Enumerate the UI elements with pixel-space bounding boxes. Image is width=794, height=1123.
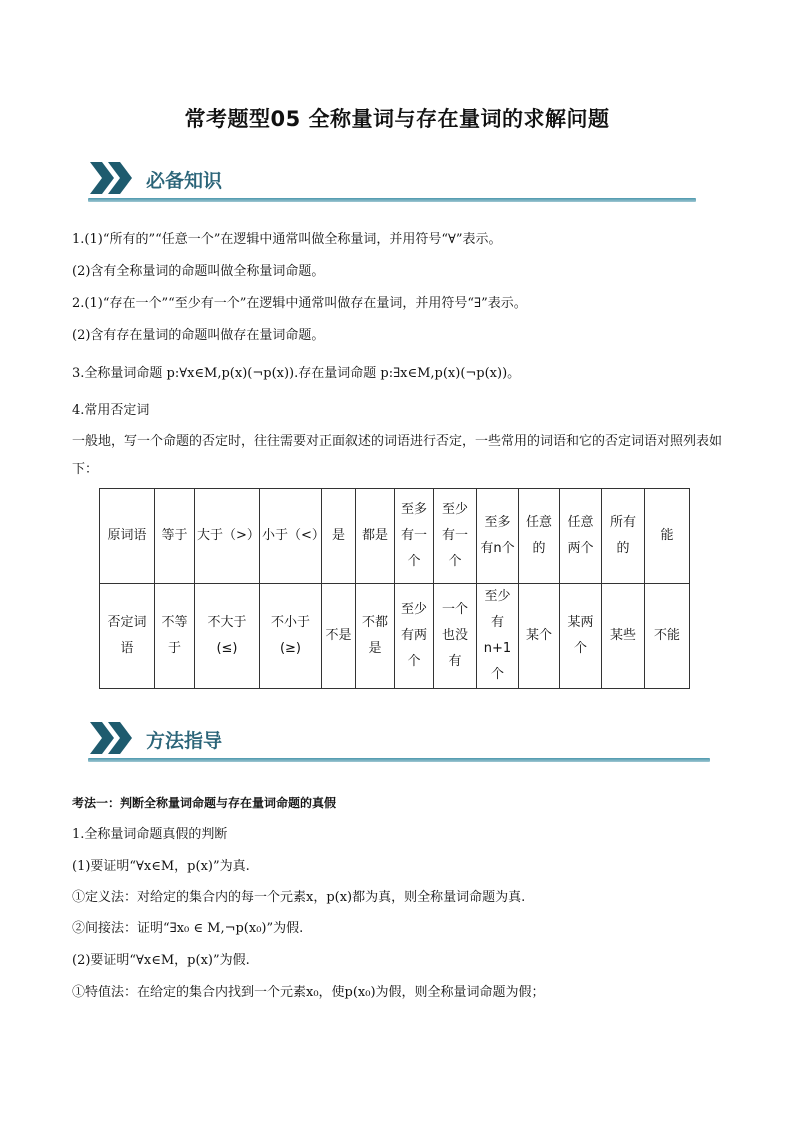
paragraph: 一般地，写一个命题的否定时，往往需要对正面叙述的词语进行否定，一些常用的词语和它的否定词语对照列表如下： <box>72 434 723 477</box>
text-line: (2)含有全称量词的命题叫做全称量词命题。 <box>72 264 325 279</box>
table-cell: 至少有n+1个 <box>477 584 519 689</box>
table-cell: 至多有n个 <box>477 489 519 584</box>
text-line: 1.(1)“所有的”“任意一个”在逻辑中通常叫做全称量词，并用符号“∀”表示。 <box>72 232 502 247</box>
table-cell: 某两个 <box>560 584 602 689</box>
table-cell: 任意的 <box>519 489 560 584</box>
table-cell: 小于（<） <box>260 489 322 584</box>
text-line: ①特值法：在给定的集合内找到一个元素x₀，使p(x₀)为假，则全称量词命题为假； <box>72 985 545 1000</box>
double-chevron-icon <box>88 158 134 198</box>
table-cell: 原词语 <box>100 489 155 584</box>
table-cell: 不大于(≤) <box>195 584 260 689</box>
section-title: 必备知识 <box>146 170 223 192</box>
section-banner-method <box>88 718 710 764</box>
text-line: ②间接法：证明“∃x₀ ∈ M,¬p(x₀)”为假. <box>72 921 304 936</box>
section-title: 方法指导 <box>146 730 223 752</box>
section-underline <box>88 198 696 202</box>
text-line: (2)要证明“∀x∈M，p(x)”为假. <box>72 953 250 968</box>
table-cell: 不都是 <box>356 584 395 689</box>
table-cell: 某个 <box>519 584 560 689</box>
table-cell: 至多有一个 <box>395 489 434 584</box>
section-banner-knowledge <box>88 158 696 204</box>
table-cell: 不等于 <box>155 584 195 689</box>
table-cell: 至少有一个 <box>434 489 477 584</box>
table-cell: 一个也没有 <box>434 584 477 689</box>
section-underline <box>88 758 710 762</box>
table-cell: 等于 <box>155 489 195 584</box>
text-line: 1.全称量词命题真假的判断 <box>72 827 228 842</box>
double-chevron-icon <box>88 718 134 758</box>
table-row <box>100 489 690 584</box>
text-line: 2.(1)“存在一个”“至少有一个”在逻辑中通常叫做存在量词，并用符号“∃”表示。 <box>72 296 527 311</box>
table-cell: 不是 <box>322 584 356 689</box>
text-line: (2)含有存在量词的命题叫做存在量词命题。 <box>72 328 325 343</box>
table-cell: 不能 <box>645 584 690 689</box>
table-cell: 都是 <box>356 489 395 584</box>
table-cell: 大于（>） <box>195 489 260 584</box>
method-heading: 考法一：判断全称量词命题与存在量词命题的真假 <box>72 796 337 810</box>
text-line: 4.常用否定词 <box>72 403 150 418</box>
table-cell: 任意两个 <box>560 489 602 584</box>
text-line: 3.全称量词命题 p:∀x∈M,p(x)(¬p(x)).存在量词命题 p:∃x∈M,p(x)(¬p(x))。 <box>72 366 521 381</box>
table-cell: 至少有两个 <box>395 584 434 689</box>
text-line: (1)要证明“∀x∈M，p(x)”为真. <box>72 859 250 874</box>
table-cell: 否定词语 <box>100 584 155 689</box>
table-row <box>100 584 690 689</box>
table-cell: 所有的 <box>602 489 645 584</box>
negation-table <box>99 488 690 689</box>
page-title: 常考题型05 全称量词与存在量词的求解问题 <box>184 107 610 131</box>
text-line: ①定义法：对给定的集合内的每一个元素x，p(x)都为真，则全称量词命题为真. <box>72 890 526 905</box>
table-cell: 是 <box>322 489 356 584</box>
table-cell: 某些 <box>602 584 645 689</box>
table-cell: 不小于(≥) <box>260 584 322 689</box>
table-cell: 能 <box>645 489 690 584</box>
